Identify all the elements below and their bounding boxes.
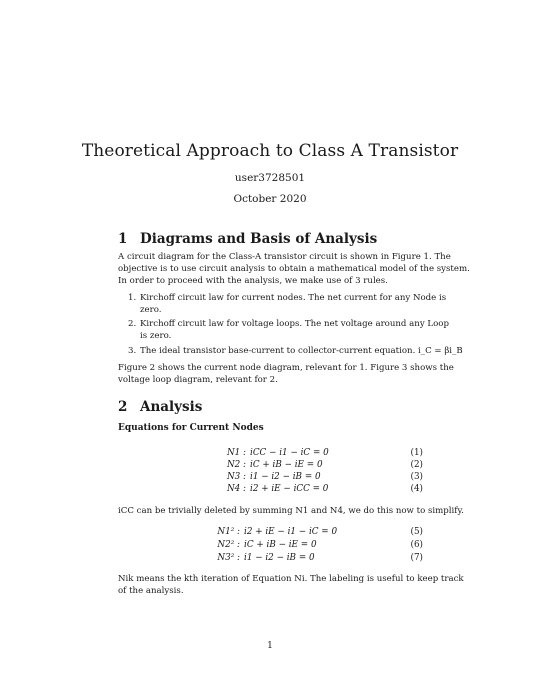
list-number: 3.: [128, 346, 137, 356]
equation-rhs: i2 + iE − iCC = 0: [250, 484, 329, 494]
subsection-heading: Equations for Current Nodes: [118, 423, 264, 433]
text-line: voltage loop diagram, relevant for 2.: [118, 375, 278, 385]
text-line: iCC can be trivially deleted by summing N1 and N4, we do this now to simplify.: [118, 506, 464, 516]
equation-label: (6): [410, 540, 423, 550]
equation-label: (1): [410, 448, 423, 458]
equation-label: (4): [410, 484, 423, 494]
section-number: 1: [118, 231, 128, 247]
equation: [118, 448, 423, 460]
equation-lhs: N3 :: [226, 472, 246, 482]
equation-label: (5): [410, 527, 423, 537]
equation-label: (3): [410, 472, 423, 482]
equation-lhs: N1 :: [226, 448, 246, 458]
equation: [118, 460, 423, 472]
equation: [118, 484, 423, 496]
text-line: of the analysis.: [118, 586, 184, 596]
figure-paragraph: [118, 362, 454, 386]
page-number: 1: [267, 641, 273, 651]
equation-rhs: iC + iB − iE = 0: [244, 540, 317, 550]
text-line: is zero.: [140, 331, 172, 341]
equation-rhs: iCC − i1 − iC = 0: [250, 448, 329, 458]
section-heading-1: [118, 231, 377, 247]
text-line: The ideal transistor base-current to collector-current equation. i_C = βi_B: [140, 346, 463, 356]
equation: [118, 472, 423, 484]
equation-label: (2): [410, 460, 423, 470]
list-number: 2.: [128, 319, 137, 329]
section-heading-2: [118, 399, 202, 415]
text-line: Kirchoff circuit law for voltage loops. The net voltage around any Loop: [140, 319, 449, 329]
section-title: Analysis: [140, 399, 203, 415]
text-line: Nik means the kth iteration of Equation Ni. The labeling is useful to keep track: [118, 574, 464, 584]
equation: [118, 540, 423, 552]
equation-lhs: N1² :: [217, 527, 240, 537]
equation: [118, 553, 423, 565]
equation-label: (7): [410, 553, 423, 563]
equation-rhs: i1 − i2 − iB = 0: [250, 472, 321, 482]
equation-rhs: i1 − i2 − iB = 0: [244, 553, 315, 563]
list-number: 1.: [128, 293, 137, 303]
text-line: objective is to use circuit analysis to obtain a mathematical model of the system.: [118, 264, 470, 274]
equation-lhs: N2² :: [217, 540, 240, 550]
text-line: zero.: [140, 305, 162, 315]
intro-paragraph: [118, 251, 470, 287]
author: user3728501: [234, 172, 306, 184]
equation-lhs: N2 :: [226, 460, 246, 470]
paper-title: Theoretical Approach to Class A Transistor: [81, 141, 459, 161]
equation: [118, 527, 423, 539]
equation-lhs: N4 :: [226, 484, 246, 494]
text-line: Figure 2 shows the current node diagram, relevant for 1. Figure 3 shows the: [118, 363, 454, 373]
text-line: A circuit diagram for the Class-A transistor circuit is shown in Figure 1. The: [118, 252, 451, 262]
text-line: In order to proceed with the analysis, we make use of 3 rules.: [118, 276, 388, 286]
equation-rhs: iC + iB − iE = 0: [250, 460, 323, 470]
section-title: Diagrams and Basis of Analysis: [140, 231, 378, 247]
text-line: Kirchoff circuit law for current nodes. The net current for any Node is: [140, 293, 447, 303]
section-number: 2: [118, 399, 128, 415]
simplify-paragraph: [118, 505, 464, 517]
equation-rhs: i2 + iE − i1 − iC = 0: [244, 527, 338, 537]
date: October 2020: [233, 193, 307, 205]
equation-lhs: N3² :: [217, 553, 240, 563]
note-paragraph: [118, 573, 464, 597]
